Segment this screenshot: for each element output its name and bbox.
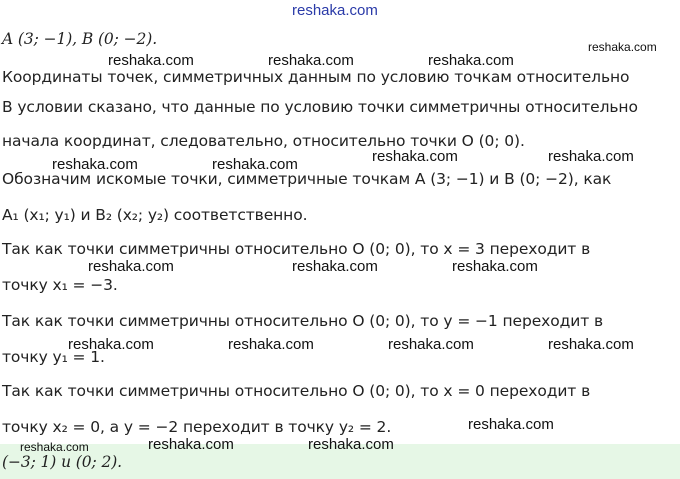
- watermark: reshaka.com: [212, 156, 298, 173]
- watermark: reshaka.com: [20, 440, 89, 454]
- watermark: reshaka.com: [588, 40, 657, 54]
- line-11: Так как точки симметричны относительно O (0; 0), то x = 0 переходит в: [2, 382, 591, 400]
- answer-text: (−3; 1) и (0; 2).: [2, 453, 122, 471]
- watermark: reshaka.com: [428, 52, 514, 69]
- site-header[interactable]: reshaka.com: [292, 2, 378, 19]
- line-5: Обозначим искомые точки, симметричные точкам A (3; −1) и B (0; −2), как: [2, 170, 612, 188]
- watermark: reshaka.com: [52, 156, 138, 173]
- watermark: reshaka.com: [372, 148, 458, 165]
- line-4: начала координат, следовательно, относительно точки O (0; 0).: [2, 132, 525, 150]
- line-2: Координаты точек, симметричных данным по условию точкам относительно: [2, 68, 630, 86]
- line-6: A₁ (x₁; y₁) и B₂ (x₂; y₂) соответственно.: [2, 206, 308, 224]
- watermark: reshaka.com: [548, 336, 634, 353]
- watermark: reshaka.com: [308, 436, 394, 453]
- line-3: В условии сказано, что данные по условию точки симметричны относительно: [2, 98, 638, 116]
- line-8: точку x₁ = −3.: [2, 276, 118, 294]
- watermark: reshaka.com: [468, 416, 554, 433]
- line-7: Так как точки симметричны относительно O (0; 0), то x = 3 переходит в: [2, 240, 591, 258]
- watermark: reshaka.com: [88, 258, 174, 275]
- watermark: reshaka.com: [148, 436, 234, 453]
- line-1: A (3; −1), B (0; −2).: [2, 30, 158, 48]
- watermark: reshaka.com: [292, 258, 378, 275]
- watermark: reshaka.com: [388, 336, 474, 353]
- line-12: точку x₂ = 0, а y = −2 переходит в точку y₂ = 2.: [2, 418, 392, 436]
- watermark: reshaka.com: [108, 52, 194, 69]
- watermark: reshaka.com: [228, 336, 314, 353]
- watermark: reshaka.com: [452, 258, 538, 275]
- line-9: Так как точки симметричны относительно O (0; 0), то y = −1 переходит в: [2, 312, 603, 330]
- watermark: reshaka.com: [548, 148, 634, 165]
- line-10: точку y₁ = 1.: [2, 348, 105, 366]
- watermark: reshaka.com: [268, 52, 354, 69]
- watermark: reshaka.com: [68, 336, 154, 353]
